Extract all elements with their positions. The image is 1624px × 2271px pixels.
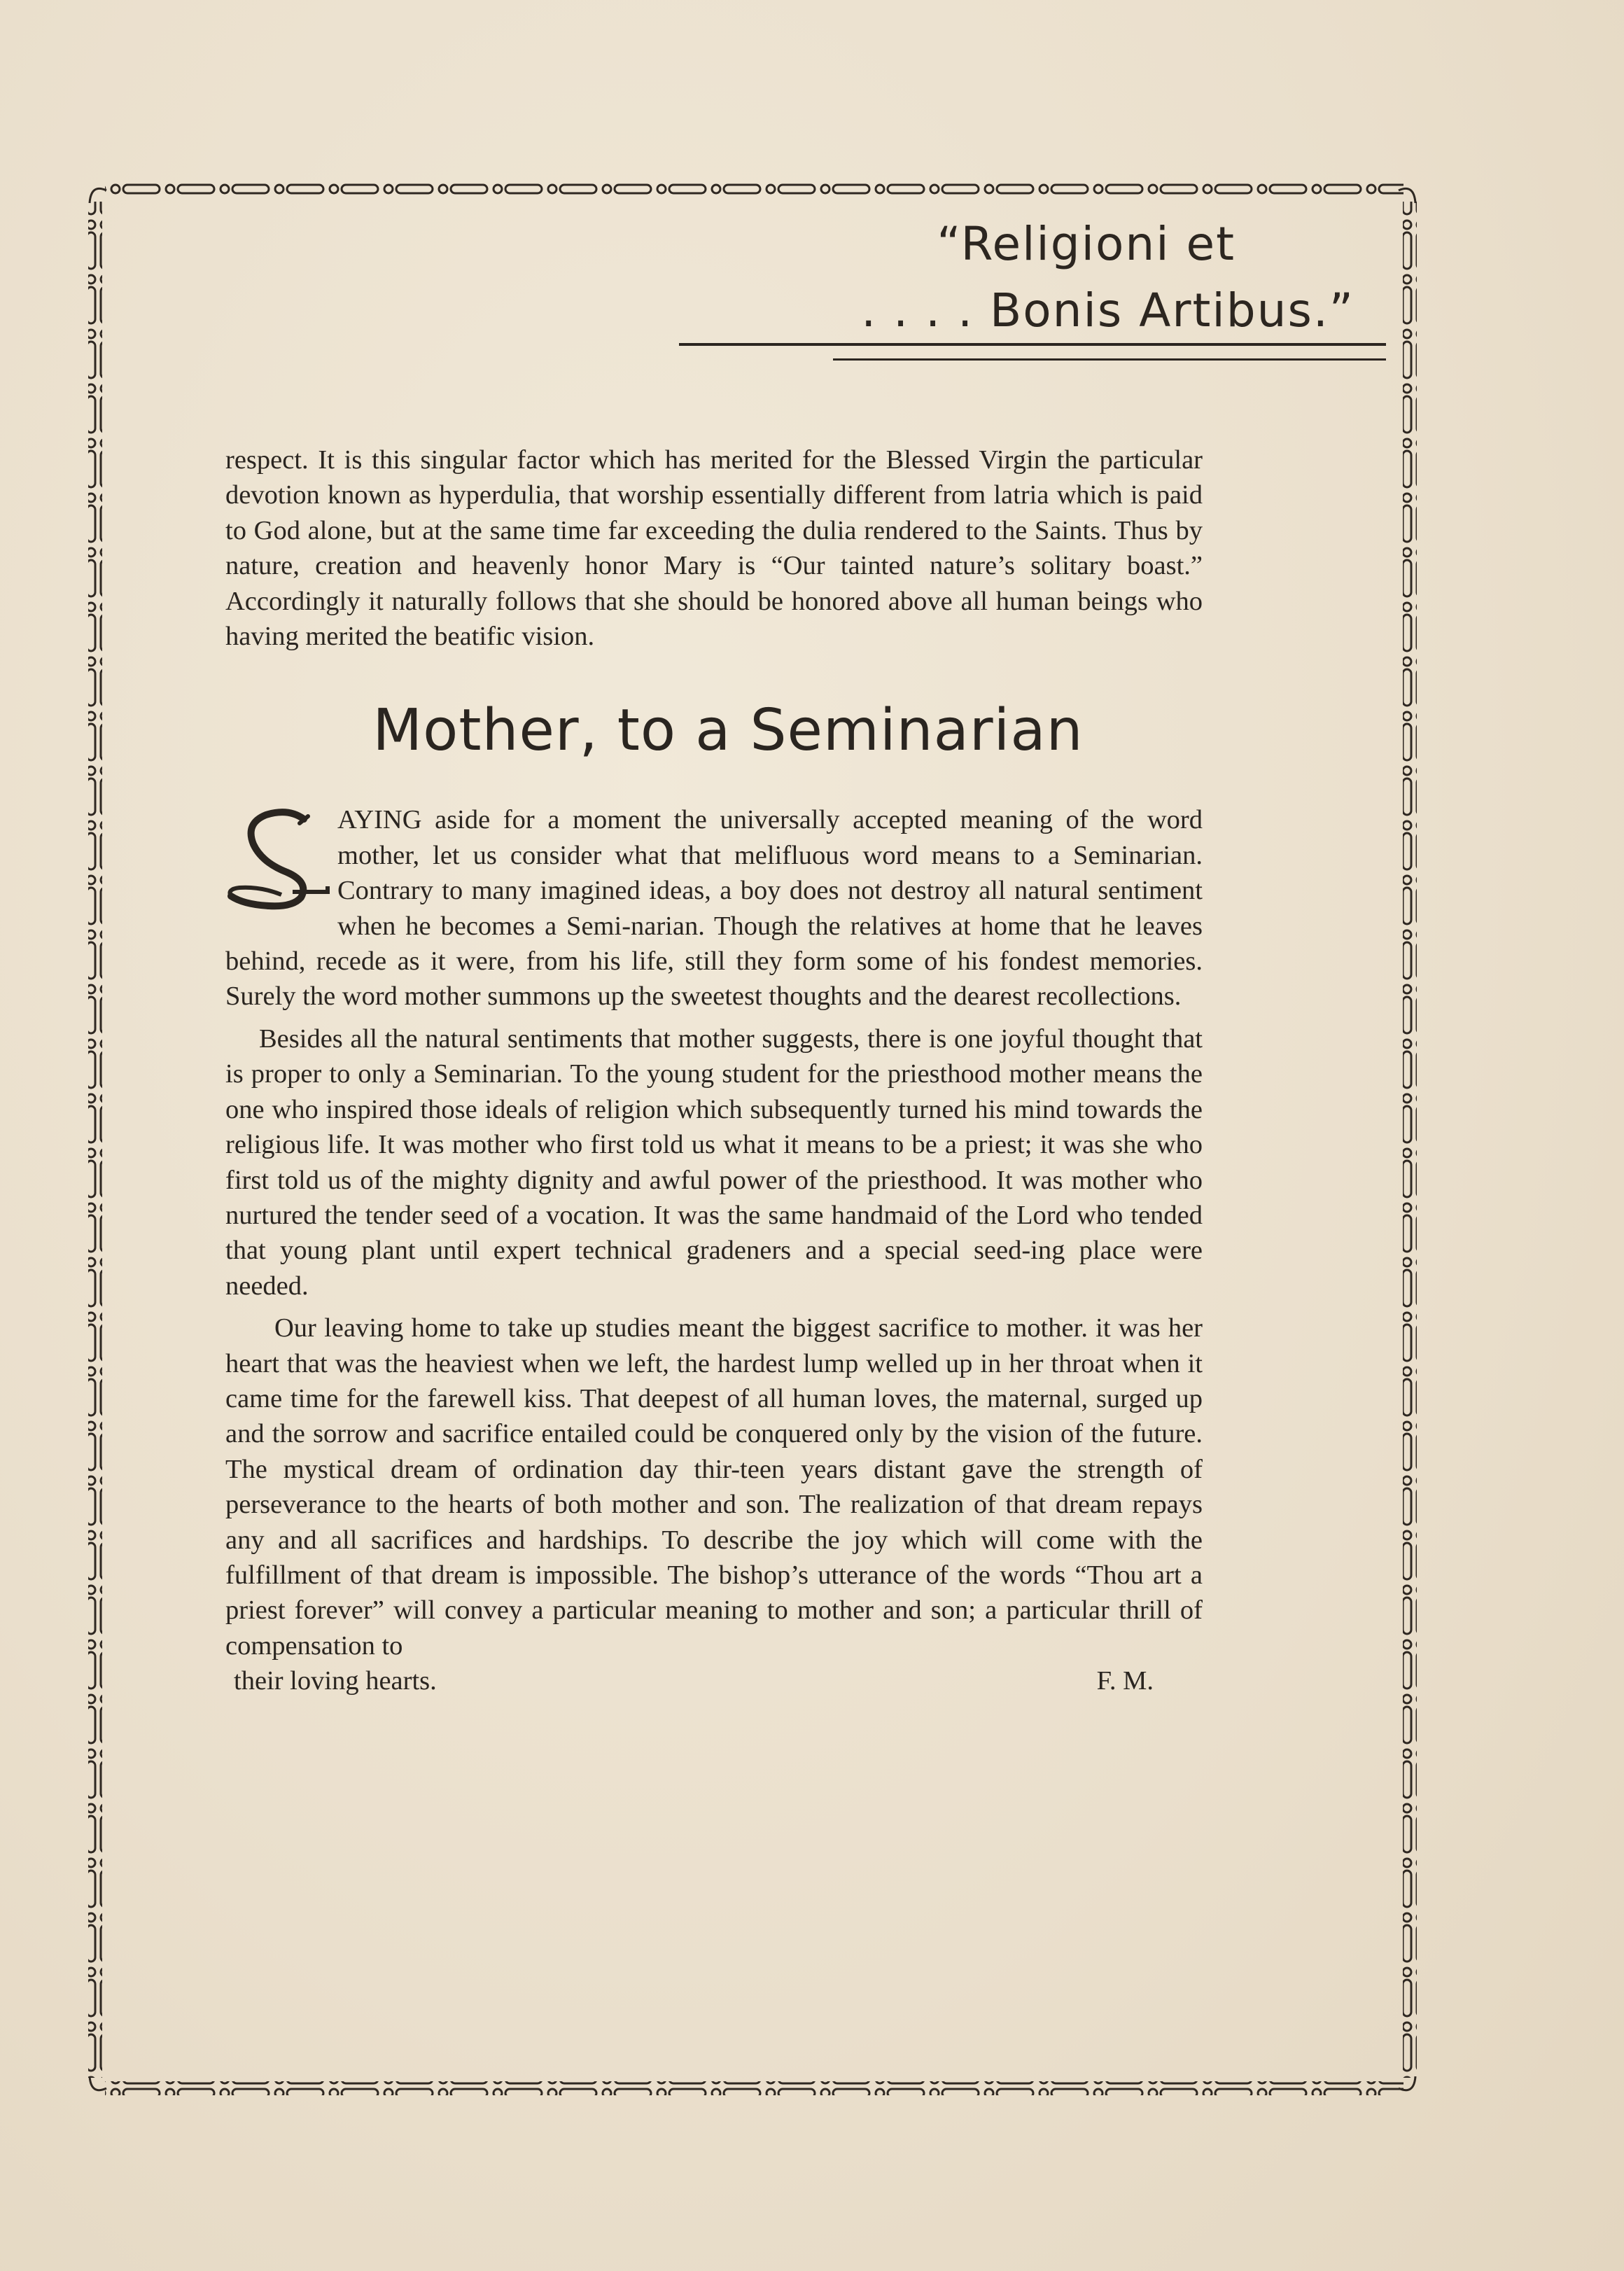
paragraph-3: Our leaving home to take up studies meant the biggest sacrifice to mother. it was her heart that was the heaviest when we left, the hardest lump welled up in her throat when it came time for the farewell kiss. That deepest of all human loves, the maternal, surged up and the sorrow and sacrifice entailed could be conquered only by the vision of the future. The mystical dream of ordination day thir-teen years distant gave the strength of perseverance to the hearts of both mother and son. The realization of that dream repays any and all sacrifices and hardships. To describe the joy which will come with the fulfillment of that dream is impossible. The bishop’s utterance of the words “Thou art a priest forever” will convey a particular meaning to mother and son; a particular thrill of compensation to [225,1313,1203,1661]
closing-text: their loving hearts. [234,1666,437,1696]
first-paragraph [225,802,1203,1014]
masthead-line-2: . . . . Bonis Artibus.” [861,284,1354,337]
masthead-rule-upper [679,343,1386,346]
masthead-rule-lower [833,358,1386,361]
masthead-line-1: “Religioni et [937,217,1236,271]
article-title: Mother, to a Seminarian [372,697,1084,764]
author-signature: F. M. [1096,1666,1154,1696]
paragraph-2: Besides all the natural sentiments that mother suggests, there is one joyful thought that is proper to only a Seminarian. To the young student for the priesthood mother means the one who inspired those ideals of religion which subsequently turned his mind towards the religious life. It was mother who first told us what it means to be a priest; it was she who first told us of the mighty dignity and awful power of the priesthood. It was mother who nurtured the tender seed of a vocation. It was the same handmaid of the Lord who tended that young plant until expert technical gradeners and a special seed-ing place were needed. [225,1023,1203,1301]
masthead [672,210,1386,378]
article-body [225,442,1203,1699]
dropcap-s [225,805,330,910]
intro-paragraph: respect. It is this singular factor which has merited for the Blessed Virgin the particular devotion known as hyperdulia, that worship essentially different from latria which is paid to God alone, but at the same time far exceeding the dulia rendered to the Saints. Thus by nature, creation and heavenly honor Mary is “Our tainted nature’s solitary boast.” Accordingly it naturally follows that she should be honored above all human beings who having merited the beatific vision. [225,445,1203,652]
closing-line [225,1663,1203,1698]
paragraph-1: AYING aside for a moment the universally accepted meaning of the word mother, let us consider what that melifluous word means to a Seminarian. Contrary to many imagined ideas, a boy does not destroy all natural sentiment when he becomes a Semi-narian. Though the relatives at home that he leaves behind, recede as it were, from his life, still they form some of his fondest memories. Surely the word mother summons up the sweetest thoughts and the dearest recollections. [225,805,1203,1012]
